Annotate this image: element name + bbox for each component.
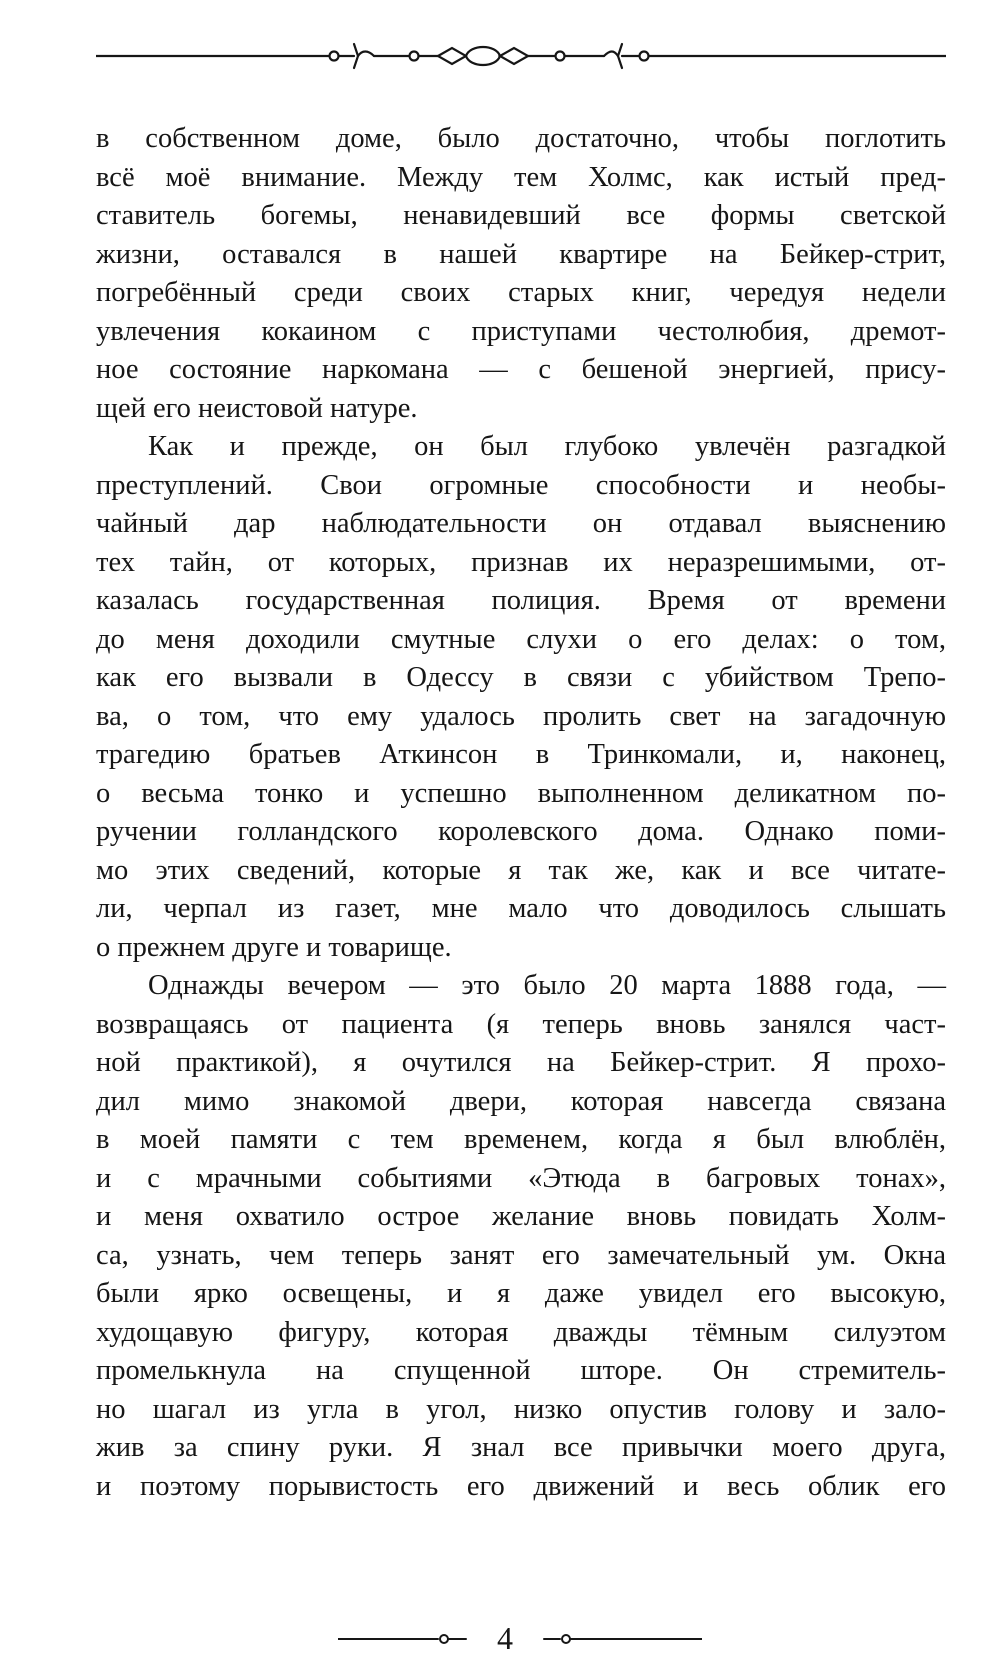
text-line: промелькнула на спущенной шторе. Он стремитель-: [96, 1355, 946, 1386]
text-line: ное состояние наркомана — с бешеной энергией, прису-: [96, 354, 946, 385]
text-line: ли, черпал из газет, мне мало что доводилось слышать: [96, 893, 946, 924]
text-line: погребённый среди своих старых книг, чередуя недели: [96, 277, 946, 308]
text-line: Однажды вечером — это было 20 марта 1888 года, —: [148, 970, 946, 1001]
text-line: ва, о том, что ему удалось пролить свет на загадочную: [96, 700, 946, 732]
header-ornament: [96, 40, 946, 74]
text-line: трагедию братьев Аткинсон в Тринкомали, и, наконец,: [96, 739, 946, 770]
text-line: и поэтому порывистость его движений и весь облик его: [96, 1470, 946, 1502]
text-line: но шагал из угла в угол, низко опустив голову и зало-: [96, 1393, 946, 1425]
paragraph-3: [96, 967, 946, 1506]
text-line: Как и прежде, он был глубоко увлечён разгадкой: [148, 431, 946, 462]
text-line: как его вызвали в Одессу в связи с убийством Трепо-: [96, 662, 946, 693]
text-line: в собственном доме, было достаточно, чтобы поглотить: [96, 123, 946, 154]
footer-ornament-right: [542, 1632, 702, 1646]
text-line: увлечения кокаином с приступами честолюбия, дремот-: [96, 315, 946, 347]
text-line: худощавую фигуру, которая дважды тёмным силуэтом: [96, 1316, 946, 1348]
text-line: жив за спину руки. Я знал все привычки моего друга,: [96, 1432, 946, 1463]
text-line: в моей памяти с тем временем, когда я был влюблён,: [96, 1124, 946, 1155]
text-line: были ярко освещены, и я даже увидел его высокую,: [96, 1278, 946, 1309]
paragraph-2: [96, 428, 946, 967]
text-line: преступлений. Свои огромные способности и необы-: [96, 469, 946, 501]
text-line: возвращаясь от пациента (я теперь вновь занялся част-: [96, 1008, 946, 1040]
text-line: ручении голландского королевского дома. Однако поми-: [96, 816, 946, 847]
paragraph-1: [96, 120, 946, 428]
text-line: до меня доходили смутные слухи о его делах: о том,: [96, 623, 946, 655]
text-line: щей его неистовой натуре.: [96, 392, 418, 424]
footer-ornament-left: [338, 1632, 468, 1646]
text-line: казалась государственная полиция. Время от времени: [96, 585, 946, 616]
text-line: мо этих сведений, которые я так же, как и все читате-: [96, 854, 946, 886]
text-line: о прежнем друге и товарище.: [96, 931, 452, 963]
text-line: о весьма тонко и успешно выполненном деликатном по-: [96, 777, 946, 809]
text-line: ставитель богемы, ненавидевший все формы светской: [96, 200, 946, 231]
text-line: и с мрачными событиями «Этюда в багровых тонах»,: [96, 1162, 946, 1194]
text-line: са, узнать, чем теперь занят его замечательный ум. Окна: [96, 1239, 946, 1271]
body-text: [96, 120, 946, 1506]
text-line: и меня охватило острое желание вновь повидать Холм-: [96, 1201, 946, 1232]
page-number: 4: [497, 1620, 513, 1656]
text-line: чайный дар наблюдательности он отдавал выяснению: [96, 508, 946, 539]
text-line: жизни, оставался в нашей квартире на Бейкер-стрит,: [96, 238, 946, 270]
text-line: дил мимо знакомой двери, которая навсегда связана: [96, 1085, 946, 1117]
text-line: тех тайн, от которых, признав их неразрешимыми, от-: [96, 546, 946, 578]
text-line: ной практикой), я очутился на Бейкер-стрит. Я прохо-: [96, 1047, 946, 1078]
page-footer: [0, 1620, 1000, 1660]
text-line: всё моё внимание. Между тем Холмс, как истый пред-: [96, 161, 946, 193]
